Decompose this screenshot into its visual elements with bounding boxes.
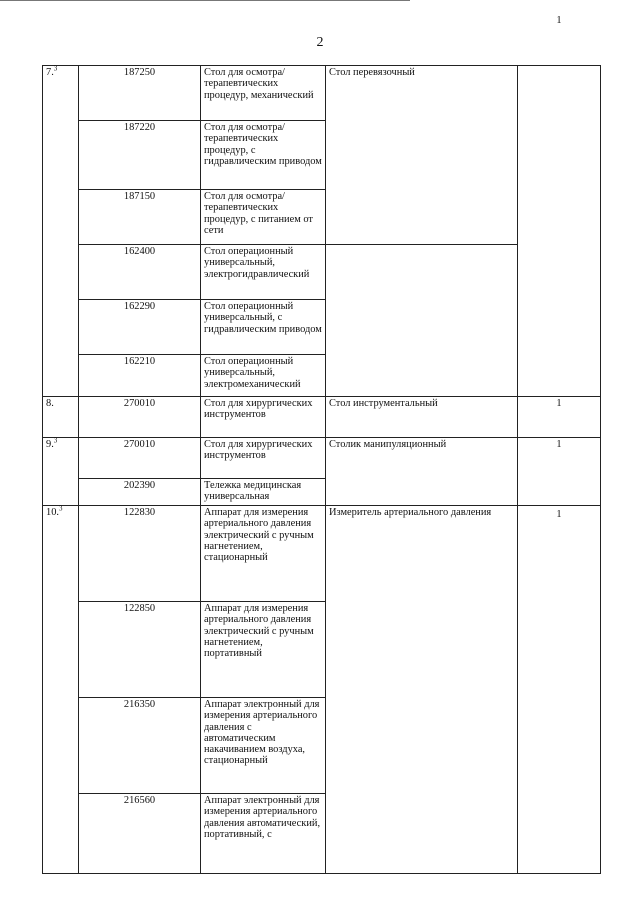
name-cell: Стол для осмотра/терапевтических процедур, с гидравлическим приводом [201, 121, 326, 190]
name-cell: Стол операционный универсальный, с гидравлическим приводом [201, 300, 326, 355]
name-cell: Стол для хирургических инструментов [201, 397, 326, 438]
top-border-line [0, 0, 410, 1]
equipment-table [42, 15, 601, 874]
code-cell: 162400 [79, 245, 201, 300]
table-row [43, 66, 601, 121]
row-number: 7.$^3$ [43, 66, 79, 397]
table-row [43, 245, 601, 300]
name-cell: Аппарат электронный для измерения артериального давления с автоматическим накачиванием воздуха, стационарный [201, 698, 326, 794]
code-cell: 122830 [79, 506, 201, 602]
row-number: 9.$^3$ [43, 438, 79, 506]
type-cell-empty [326, 245, 518, 397]
code-cell: 122850 [79, 602, 201, 698]
type-cell: Стол перевязочный [326, 66, 518, 245]
qty-cell: 1 [518, 438, 601, 506]
code-cell: 216560 [79, 794, 201, 874]
name-cell: Стол для осмотра/терапевтических процедур, с питанием от сети [201, 190, 326, 245]
type-cell: Столик манипуляционный [326, 438, 518, 506]
code-cell: 270010 [79, 438, 201, 479]
name-cell: Тележка медицинская универсальная [201, 479, 326, 506]
name-cell: Аппарат электронный для измерения артериального давления автоматический, портативный, с [201, 794, 326, 874]
code-cell: 216350 [79, 698, 201, 794]
code-cell: 187250 [79, 66, 201, 121]
table-row [43, 397, 601, 438]
qty-cell: 1 [518, 66, 601, 397]
name-cell: Аппарат для измерения артериального давления электрический с ручным нагнетением, стационарный [201, 506, 326, 602]
table-row [43, 438, 601, 479]
code-cell: 162210 [79, 355, 201, 397]
code-cell: 162290 [79, 300, 201, 355]
type-cell: Стол инструментальный [326, 397, 518, 438]
table-row [43, 506, 601, 602]
name-cell: Стол операционный универсальный, электромеханический [201, 355, 326, 397]
name-cell: Стол для осмотра/терапевтических процедур, механический [201, 66, 326, 121]
code-cell: 187150 [79, 190, 201, 245]
type-cell: Измеритель артериального давления [326, 506, 518, 874]
name-cell: Стол операционный универсальный, электрогидравлический [201, 245, 326, 300]
qty-cell: 1 [518, 506, 601, 874]
name-cell: Стол для хирургических инструментов [201, 438, 326, 479]
qty-cell: 1 [518, 397, 601, 438]
row-number: 8. [43, 397, 79, 438]
code-cell: 187220 [79, 121, 201, 190]
page-number: 2 [316, 35, 324, 50]
code-cell: 270010 [79, 397, 201, 438]
row-number: 10.$^3$ [43, 506, 79, 874]
name-cell: Аппарат для измерения артериального давления электрический с ручным нагнетением, портативный [201, 602, 326, 698]
code-cell: 202390 [79, 479, 201, 506]
